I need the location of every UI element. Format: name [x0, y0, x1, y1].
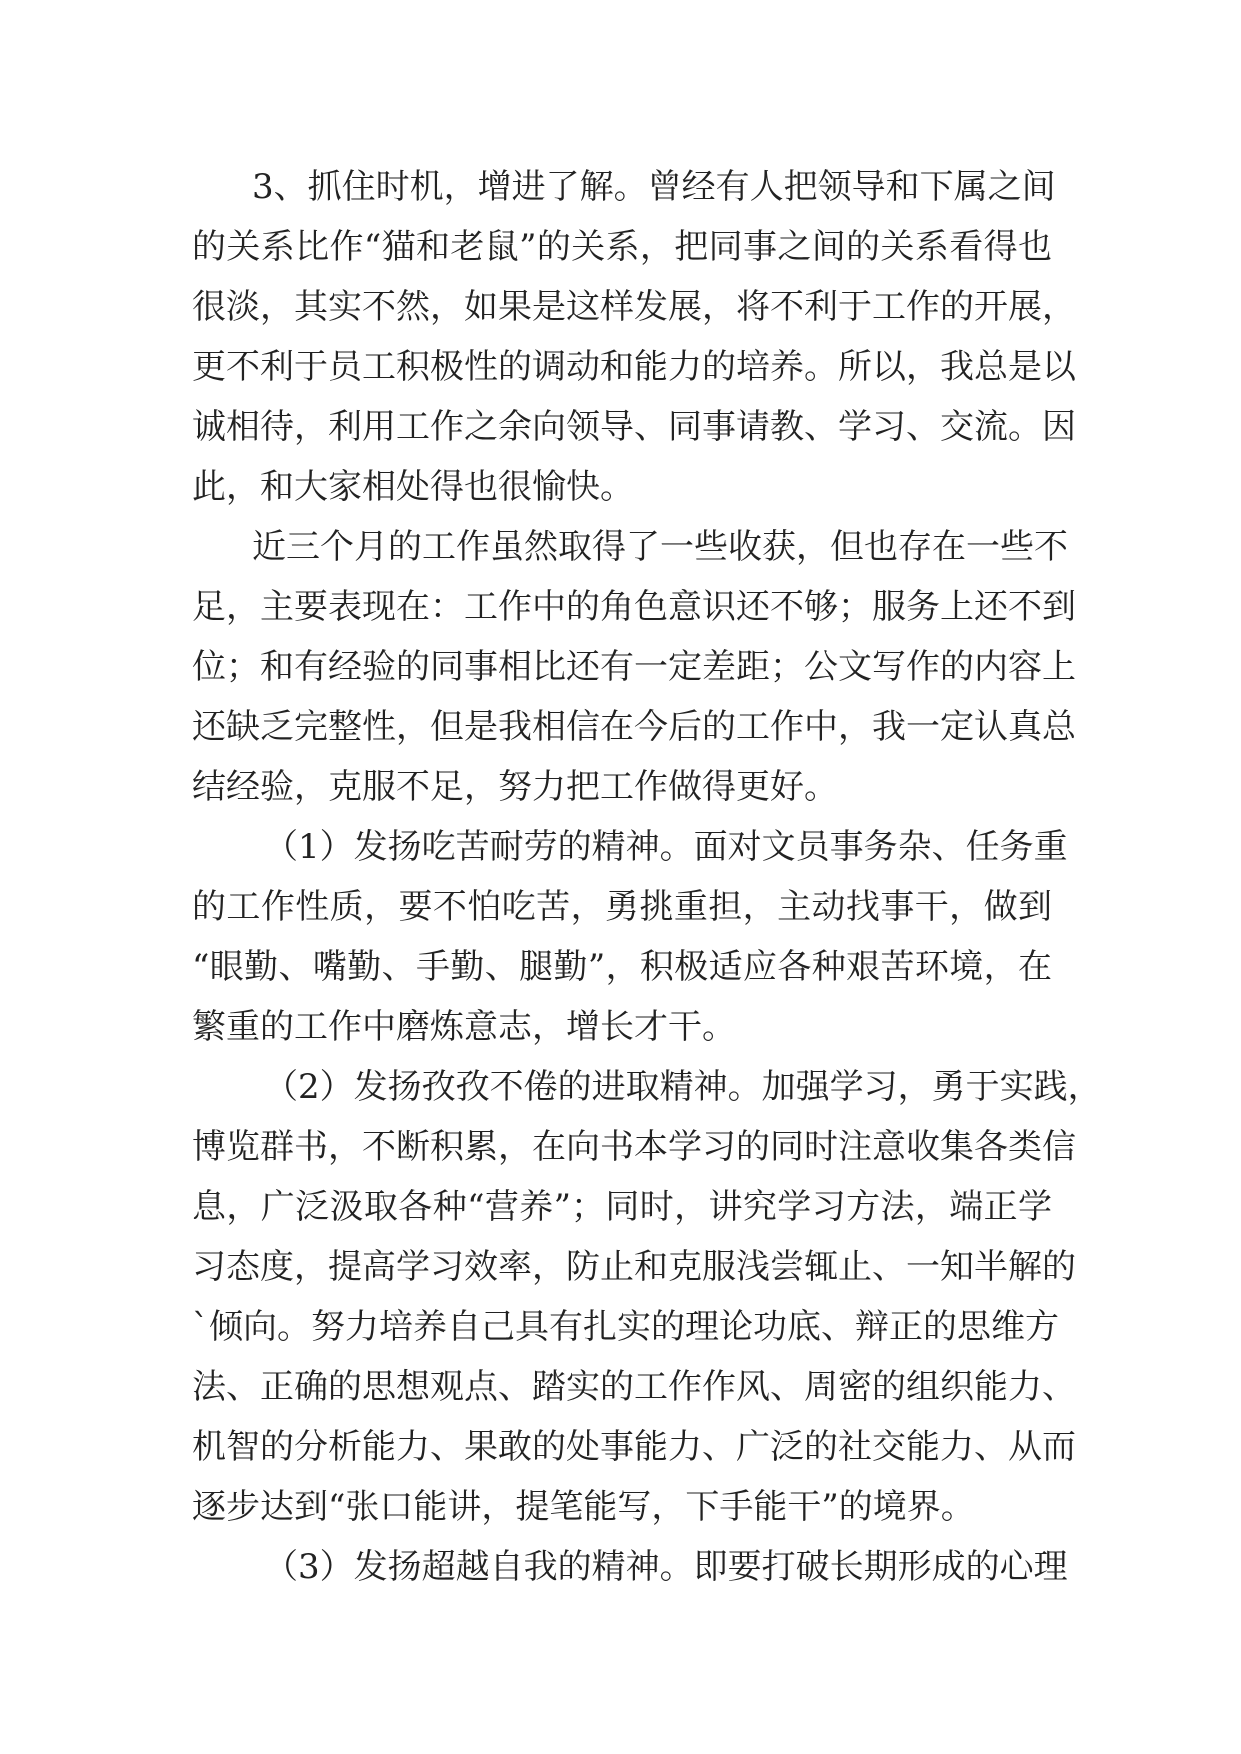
text-line: 的工作性质，要不怕吃苦，勇挑重担，主动找事干，做到	[192, 887, 1052, 927]
text-line: 3、抓住时机，增进了解。曾经有人把领导和下属之间	[252, 167, 1056, 207]
text-line: （3）发扬超越自我的精神。即要打破长期形成的心理	[264, 1547, 1068, 1587]
text-line: 结经验，克服不足，努力把工作做得更好。	[192, 767, 838, 807]
document-body	[192, 157, 1102, 1597]
text-line: 更不利于员工积极性的调动和能力的培养。所以，我总是以	[192, 347, 1076, 387]
text-line: “眼勤、嘴勤、手勤、腿勤”，积极适应各种艰苦环境，在	[192, 947, 1052, 987]
text-line: （2）发扬孜孜不倦的进取精神。加强学习，勇于实践，	[264, 1067, 1102, 1107]
text-line: 博览群书，不断积累，在向书本学习的同时注意收集各类信	[192, 1127, 1076, 1167]
text-line: 诚相待，利用工作之余向领导、同事请教、学习、交流。因	[192, 407, 1076, 447]
text-line: 足，主要表现在：工作中的角色意识还不够；服务上还不到	[192, 587, 1076, 627]
text-line: 法、正确的思想观点、踏实的工作作风、周密的组织能力、	[192, 1367, 1076, 1407]
text-line: 繁重的工作中磨炼意志，增长才干。	[192, 1007, 736, 1047]
text-line: 逐步达到“张口能讲，提笔能写，下手能干”的境界。	[192, 1487, 975, 1527]
text-line: 此，和大家相处得也很愉快。	[192, 467, 634, 507]
text-line: 习态度，提高学习效率，防止和克服浅尝辄止、一知半解的	[192, 1247, 1076, 1287]
text-line: 机智的分析能力、果敢的处事能力、广泛的社交能力、从而	[192, 1427, 1076, 1467]
text-line: 近三个月的工作虽然取得了一些收获，但也存在一些不	[252, 527, 1068, 567]
text-line: 位；和有经验的同事相比还有一定差距；公文写作的内容上	[192, 647, 1076, 687]
text-line: （1）发扬吃苦耐劳的精神。面对文员事务杂、任务重	[264, 827, 1068, 867]
text-line: 的关系比作“猫和老鼠”的关系，把同事之间的关系看得也	[192, 227, 1052, 267]
text-line: 息，广泛汲取各种“营养”；同时，讲究学习方法，端正学	[192, 1187, 1052, 1227]
text-line: `倾向。努力培养自己具有扎实的理论功底、辩正的思维方	[192, 1307, 1059, 1347]
text-line: 还缺乏完整性，但是我相信在今后的工作中，我一定认真总	[192, 707, 1076, 747]
text-line: 很淡，其实不然，如果是这样发展，将不利于工作的开展，	[192, 287, 1076, 327]
